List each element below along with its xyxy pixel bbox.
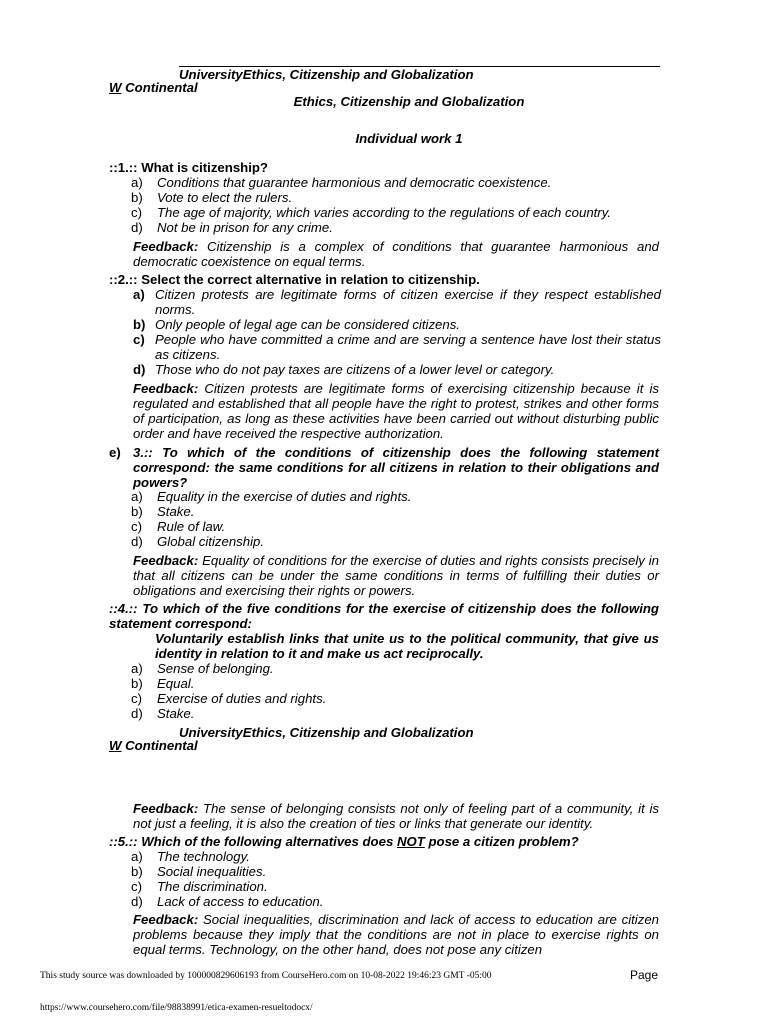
option-text: Global citizenship. bbox=[157, 534, 265, 549]
option-letter: c) bbox=[131, 205, 142, 220]
option-letter: a) bbox=[131, 849, 143, 864]
source-url[interactable]: https://www.coursehero.com/file/98838991/etica-examen-resueltodocx/ bbox=[40, 1003, 313, 1013]
option-text: Sense of belonging. bbox=[157, 661, 274, 676]
option-text: Those who do not pay taxes are citizens of a lower level or category. bbox=[155, 362, 555, 377]
w-letter: W bbox=[109, 738, 122, 753]
download-notice: This study source was downloaded by 100000829606193 from CourseHero.com on 10-08-2022 19:46:23 GMT -05:00 bbox=[40, 971, 492, 981]
feedback-text: Citizenship is a complex of conditions that guarantee harmonious and democratic coexistence on equal terms. bbox=[133, 239, 659, 269]
q2-feedback bbox=[133, 381, 659, 441]
option-text: Equality in the exercise of duties and rights. bbox=[157, 489, 412, 504]
option-letter: a) bbox=[131, 489, 143, 504]
option-letter: c) bbox=[131, 879, 142, 894]
option-letter: b) bbox=[133, 317, 146, 332]
option-letter: c) bbox=[131, 519, 142, 534]
option-text: Rule of law. bbox=[157, 519, 226, 534]
option-letter: d) bbox=[131, 894, 143, 909]
option-text: Not be in prison for any crime. bbox=[157, 220, 333, 235]
page-title: Ethics, Citizenship and Globalization bbox=[293, 94, 525, 109]
feedback-label: Feedback: bbox=[133, 239, 199, 254]
option-text: Conditions that guarantee harmonious and democratic coexistence. bbox=[157, 175, 552, 190]
feedback-text: Equality of conditions for the exercise of duties and rights consists precisely in that all citizens can be under the same conditions in terms of fulfilling their duties or obligations and exercising their rights or powers. bbox=[133, 553, 659, 598]
page-label: Page bbox=[630, 968, 659, 982]
feedback-label: Feedback: bbox=[133, 912, 199, 927]
feedback-text: The sense of belonging consists not only of feeling part of a community, it is not just a feeling, it is also the creation of ties or links that generate our identity. bbox=[133, 801, 659, 831]
q3-marker: e) bbox=[109, 445, 121, 460]
continental-word: Continental bbox=[121, 80, 198, 95]
page-subtitle: Individual work 1 bbox=[355, 131, 463, 146]
option-letter: b) bbox=[131, 864, 143, 879]
option-text: The technology. bbox=[157, 849, 250, 864]
q3-title-text: 3.:: To which of the conditions of citizenship does the following statement correspond: the same conditions for all citizens in relation to their obligations and powers? bbox=[133, 445, 659, 490]
feedback-text: Citizen protests are legitimate forms of exercising citizenship because it is regulated and established that all people have the right to protest, strikes and other forms of participation, as long as these activities have been carried out without disturbing public order and have received the respective authorization. bbox=[133, 381, 659, 441]
question-4-title: ::4.:: To which of the five conditions for the exercise of citizenship does the following statement correspond: bbox=[109, 601, 659, 631]
question-2-title: ::2.:: Select the correct alternative in relation to citizenship. bbox=[109, 272, 480, 287]
option-text: Stake. bbox=[157, 706, 195, 721]
q1-feedback bbox=[133, 239, 659, 269]
q5-feedback bbox=[133, 912, 659, 957]
university-header: UniversityEthics, Citizenship and Globalization bbox=[179, 67, 474, 82]
option-letter: a) bbox=[131, 661, 143, 676]
option-text: Lack of access to education. bbox=[157, 894, 324, 909]
option-letter: a) bbox=[131, 175, 143, 190]
option-text: Exercise of duties and rights. bbox=[157, 691, 327, 706]
option-letter: c) bbox=[131, 691, 142, 706]
option-letter: a) bbox=[133, 287, 145, 302]
feedback-text: Social inequalities, discrimination and lack of access to education are citizen problems because they imply that the conditions are not in place to exercise rights on equal terms. Technology, on the other hand, does not pose any citizen bbox=[133, 912, 659, 957]
q4-feedback bbox=[133, 801, 659, 831]
feedback-label: Feedback: bbox=[133, 801, 199, 816]
option-text: The age of majority, which varies according to the regulations of each country. bbox=[157, 205, 611, 220]
feedback-label: Feedback: bbox=[133, 381, 199, 396]
q3-feedback bbox=[133, 553, 659, 598]
option-text: Vote to elect the rulers. bbox=[157, 190, 293, 205]
option-letter: d) bbox=[131, 220, 143, 235]
question-5-title bbox=[109, 834, 579, 849]
university-header-2: UniversityEthics, Citizenship and Globalization bbox=[179, 725, 474, 740]
option-letter: d) bbox=[131, 534, 143, 549]
question-1-title: ::1.:: What is citizenship? bbox=[109, 160, 268, 175]
continental-logo-text bbox=[109, 80, 198, 95]
option-text: Only people of legal age can be considered citizens. bbox=[155, 317, 460, 332]
option-letter: b) bbox=[131, 504, 143, 519]
option-letter: c) bbox=[133, 332, 145, 347]
question-4-statement: Voluntarily establish links that unite us to the political community, that give us identity in relation to it and make us act reciprocally. bbox=[155, 631, 659, 661]
option-letter: d) bbox=[133, 362, 146, 377]
option-text: Citizen protests are legitimate forms of citizen exercise if they respect established norms. bbox=[155, 287, 661, 317]
option-text: The discrimination. bbox=[157, 879, 268, 894]
option-text: Equal. bbox=[157, 676, 195, 691]
q5-title-pre: ::5.:: Which of the following alternatives does bbox=[109, 834, 397, 849]
option-letter: d) bbox=[131, 706, 143, 721]
question-3-title bbox=[133, 445, 659, 490]
option-letter: b) bbox=[131, 190, 143, 205]
option-text: Social inequalities. bbox=[157, 864, 267, 879]
q5-title-not: NOT bbox=[396, 834, 425, 849]
continental-word: Continental bbox=[121, 738, 198, 753]
option-text: Stake. bbox=[157, 504, 195, 519]
option-text: People who have committed a crime and are serving a sentence have lost their status as citizens. bbox=[155, 332, 661, 362]
feedback-label: Feedback: bbox=[133, 553, 199, 568]
continental-logo-text-2 bbox=[109, 738, 198, 753]
option-letter: b) bbox=[131, 676, 143, 691]
q5-title-post: pose a citizen problem? bbox=[424, 834, 579, 849]
w-letter: W bbox=[109, 80, 122, 95]
